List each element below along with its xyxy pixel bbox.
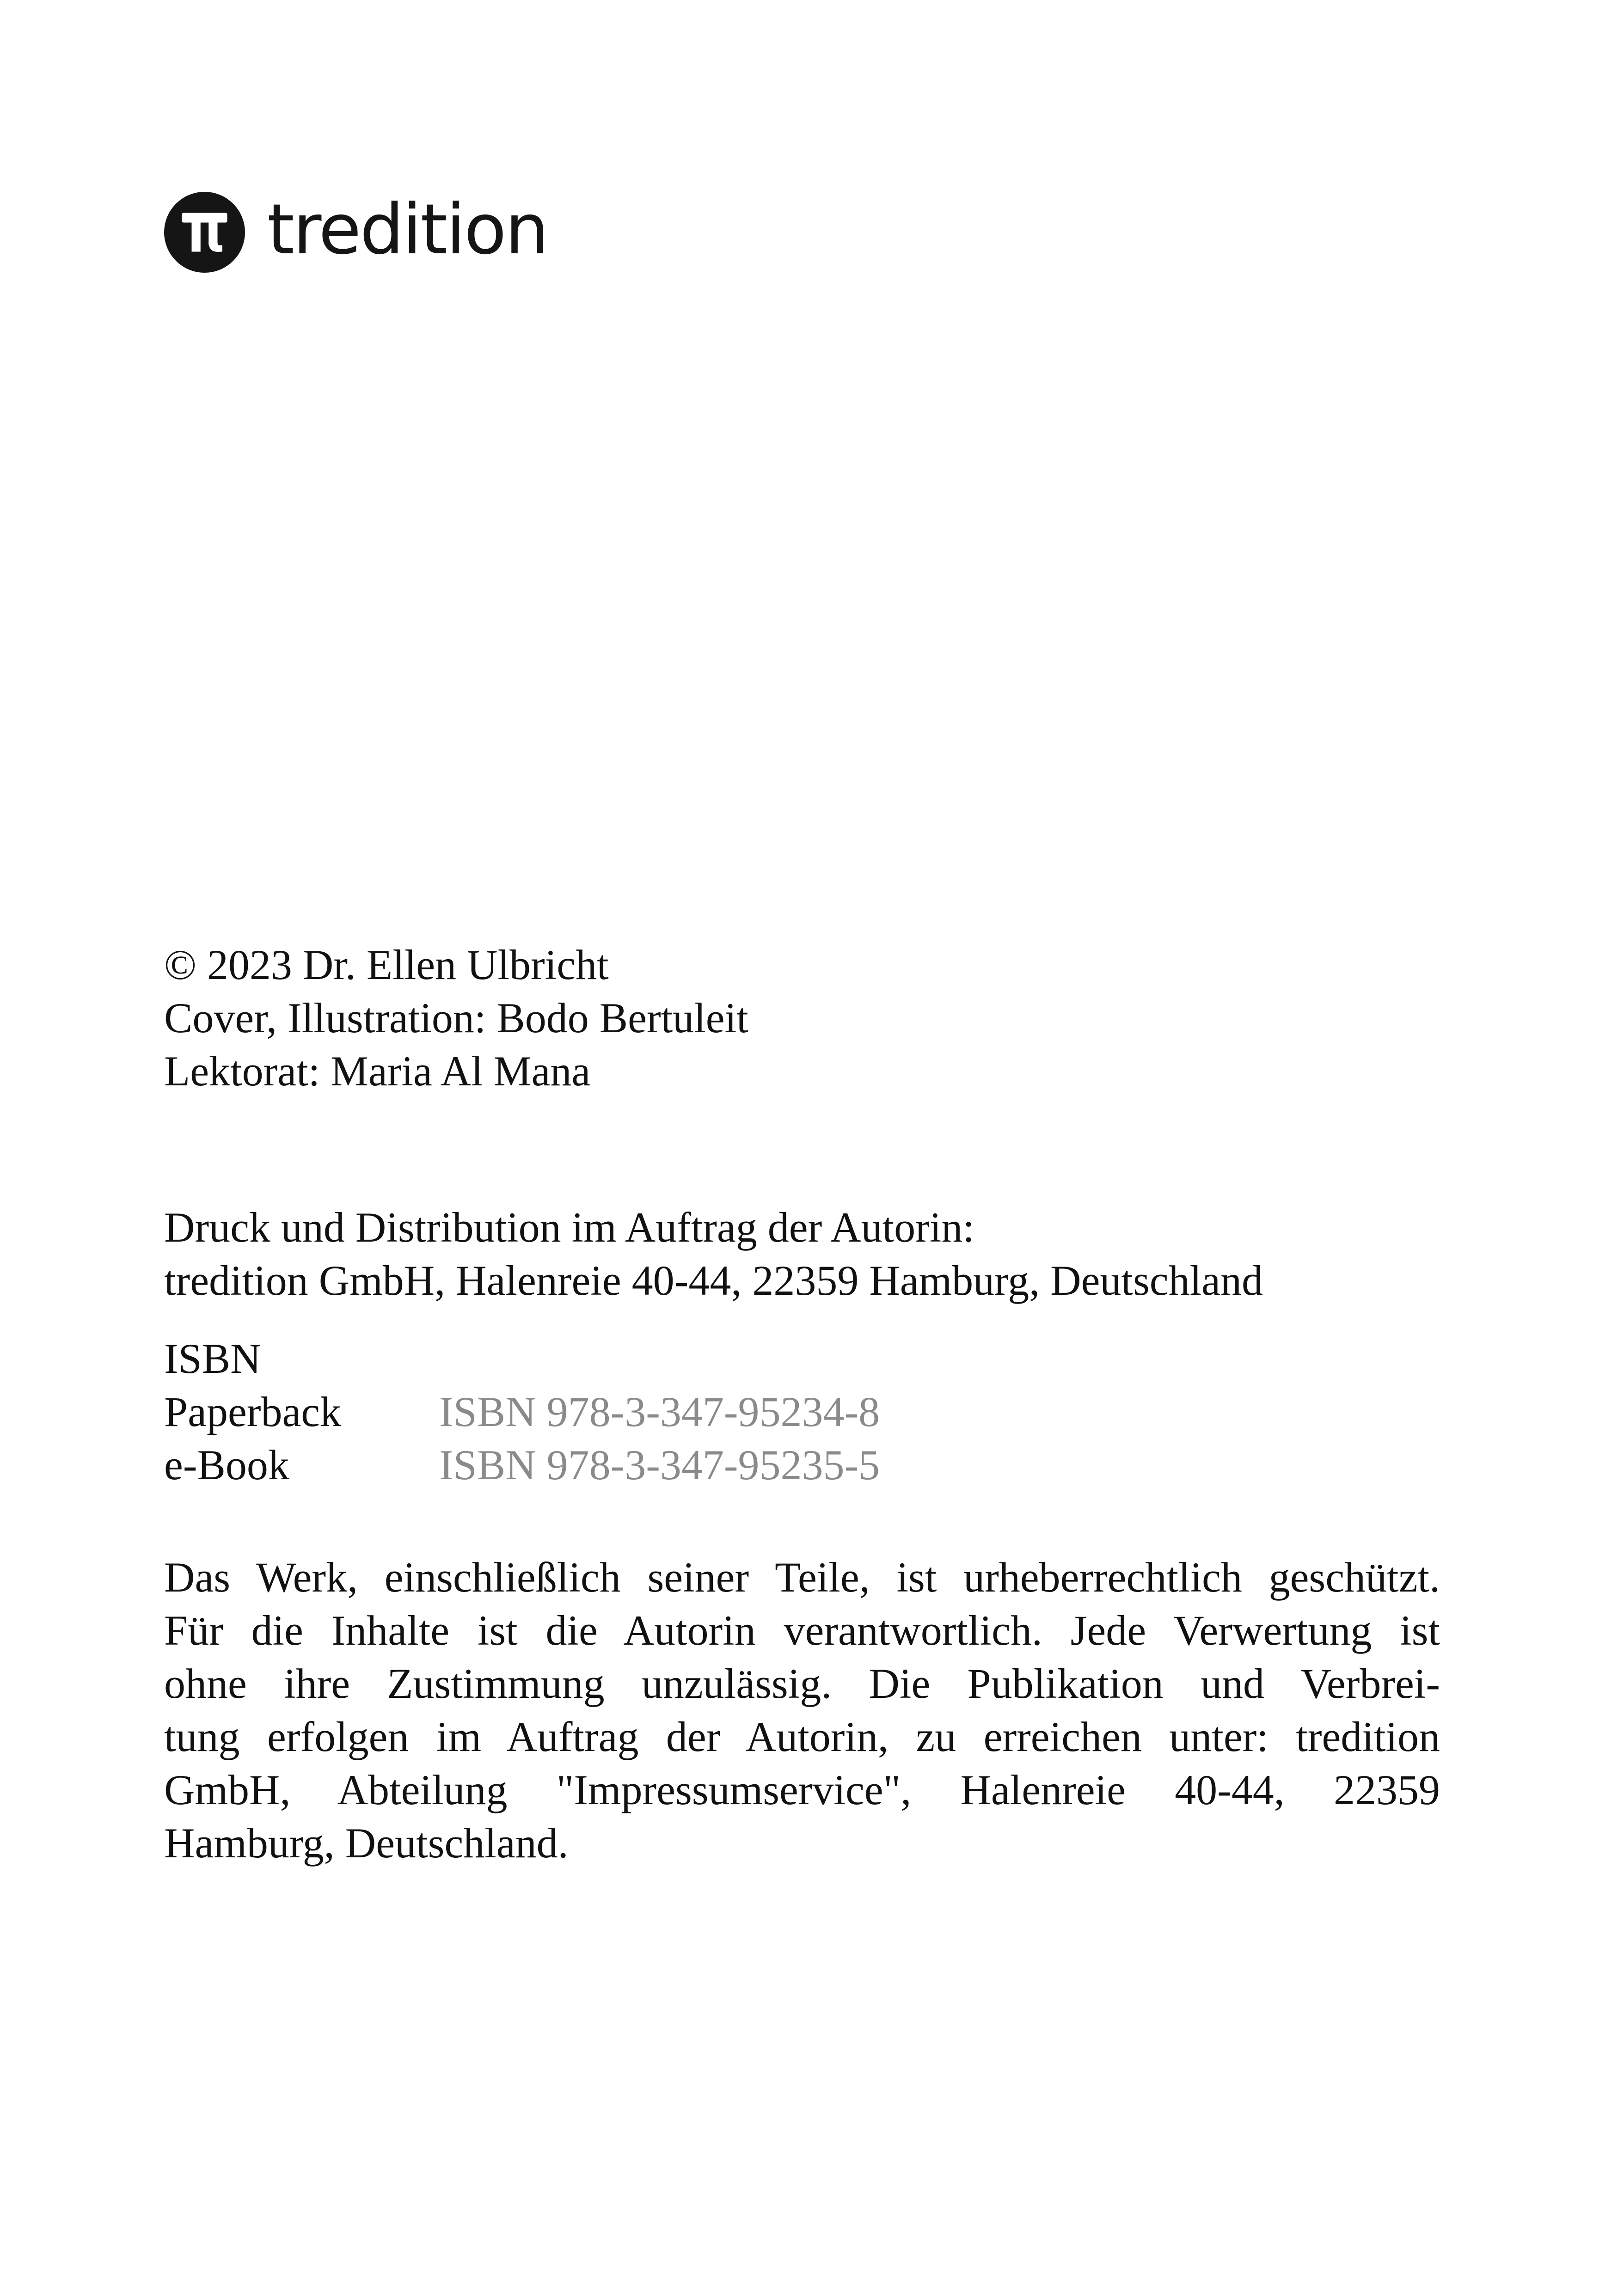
publisher-address-line: tredition GmbH, Halenreie 40-44, 22359 Hamburg, Deutschland (164, 1257, 1263, 1304)
legal-line: Das Werk, einschließlich seiner Teile, ist urheberrechtlich geschützt. (164, 1554, 1440, 1601)
legal-line: Hamburg, Deutschland. (164, 1819, 569, 1867)
credits-block (164, 938, 748, 1098)
logo-wordmark: tredition (267, 189, 548, 270)
editor-credit-line: Lektorat: Maria Al Mana (164, 1047, 591, 1095)
copyright-line: © 2023 Dr. Ellen Ulbricht (164, 941, 609, 988)
cover-credit-line: Cover, Illustration: Bodo Bertuleit (164, 994, 748, 1041)
isbn-row-ebook (164, 1439, 880, 1492)
isbn-number: ISBN 978-3-347-95235-5 (439, 1441, 880, 1488)
isbn-number: ISBN 978-3-347-95234-8 (439, 1388, 880, 1435)
isbn-heading: ISBN (164, 1335, 261, 1382)
legal-notice (164, 1551, 1440, 1870)
tredition-mark-icon (164, 192, 245, 273)
isbn-format-label: e-Book (164, 1441, 289, 1488)
legal-line: Für die Inhalte ist die Autorin verantwortlich. Jede Verwertung ist (164, 1607, 1440, 1654)
legal-line: tung erfolgen im Auftrag der Autorin, zu erreichen unter: tredition (164, 1713, 1440, 1760)
isbn-row-paperback (164, 1385, 880, 1439)
distribution-block (164, 1201, 1263, 1307)
isbn-format-label: Paperback (164, 1388, 342, 1435)
legal-line: ohne ihre Zustimmung unzulässig. Die Publikation und Verbrei- (164, 1660, 1440, 1707)
legal-line: GmbH, Abteilung "Impressumservice", Halenreie 40-44, 22359 (164, 1766, 1440, 1813)
publisher-logo (164, 189, 548, 273)
distribution-line: Druck und Distribution im Auftrag der Autorin: (164, 1204, 974, 1251)
